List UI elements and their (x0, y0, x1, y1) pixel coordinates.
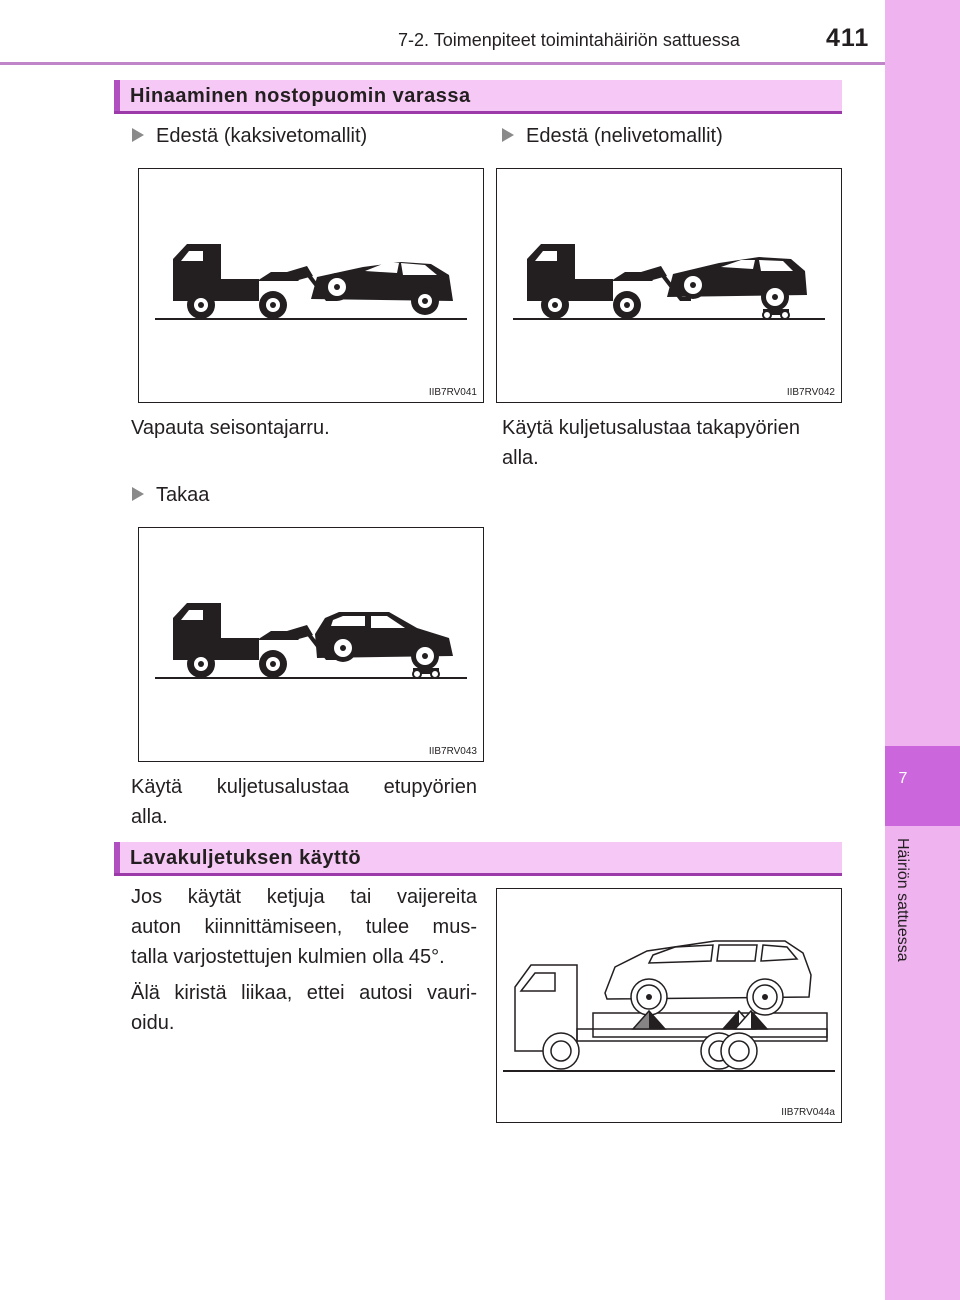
bullet-triangle-icon (132, 128, 144, 142)
bullet-label: Edestä (nelivetomallit) (526, 125, 723, 147)
paragraph-line: oidu. (131, 1012, 175, 1034)
paragraph-line: talla varjostettujen kulmien olla 45°. (131, 946, 445, 968)
bullet-rear (132, 484, 209, 507)
paragraph-line: auton kiinnittämiseen, tulee mus- (131, 916, 477, 938)
figure-flatbed (496, 888, 842, 1123)
heading-accent-bar (114, 80, 120, 111)
figure-code: IIB7RV041 (428, 387, 477, 398)
chapter-side-strip (885, 0, 960, 1300)
chapter-number: 7 (898, 770, 908, 787)
section-heading-flatbed (114, 842, 842, 876)
paragraph-line: Älä kiristä liikaa, ettei autosi vauri- (131, 982, 477, 1004)
bullet-label: Takaa (156, 484, 210, 506)
running-header-title: 7-2. Toimenpiteet toimintahäiriön sattuessa (398, 30, 740, 50)
caption-line: alla. (131, 806, 168, 828)
caption-rear (131, 772, 477, 832)
flatbed-paragraph-1 (131, 882, 477, 972)
flatbed-paragraph-2 (131, 978, 477, 1038)
section-heading-text: Hinaaminen nostopuomin varassa (130, 85, 471, 107)
figure-front-4wd (496, 168, 842, 403)
bullet-front-4wd (502, 125, 723, 148)
page-number: 411 (826, 24, 870, 52)
paragraph-line: Jos käytät ketjuja tai vaijereita (131, 886, 477, 908)
tow-truck-rear-illustration (139, 528, 483, 761)
figure-rear (138, 527, 484, 762)
figure-code: IIB7RV043 (428, 746, 477, 757)
header-rule (0, 62, 885, 65)
bullet-triangle-icon (502, 128, 514, 142)
bullet-label: Edestä (kaksivetomallit) (156, 125, 368, 147)
chapter-title: Häiriön sattuessa (894, 838, 911, 962)
caption-front-2wd: Vapauta seisontajarru. (131, 417, 330, 439)
figure-code: IIB7RV042 (786, 387, 835, 398)
section-heading-text: Lavakuljetuksen käyttö (130, 847, 362, 869)
tow-truck-front-4wd-illustration (497, 169, 841, 402)
caption-line: Käytä kuljetusalustaa takapyörien (502, 417, 800, 439)
heading-accent-bar (114, 842, 120, 873)
tow-truck-front-2wd-illustration (139, 169, 483, 402)
section-heading-tow-truck (114, 80, 842, 114)
caption-front-4wd (502, 413, 840, 473)
bullet-triangle-icon (132, 487, 144, 501)
figure-front-2wd (138, 168, 484, 403)
caption-line: alla. (502, 447, 539, 469)
flatbed-truck-illustration (497, 889, 841, 1122)
caption-line: Käytä kuljetusalustaa etupyörien (131, 776, 477, 798)
bullet-front-2wd (132, 125, 367, 148)
figure-code: IIB7RV044a (781, 1107, 835, 1118)
